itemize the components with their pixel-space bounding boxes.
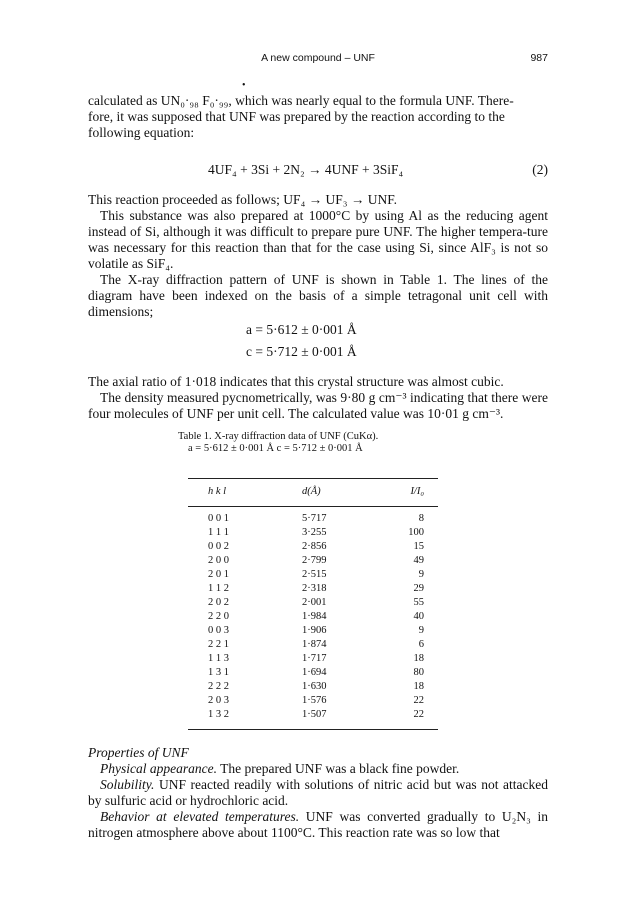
cell-hkl: 1 1 1 xyxy=(208,527,229,538)
table-row xyxy=(188,611,438,623)
paragraph-2 xyxy=(88,192,548,208)
behavior-paragraph xyxy=(88,809,548,841)
running-head xyxy=(88,52,548,68)
cell-hkl: 0 0 3 xyxy=(208,625,229,636)
cell-d: 2·515 xyxy=(302,569,327,580)
p5-text: The axial ratio of 1·018 indicates that this crystal structure was almost cubic. xyxy=(88,374,504,389)
solubility-label: Solubility. xyxy=(100,777,155,792)
equation-2 xyxy=(88,162,548,180)
cell-intensity: 18 xyxy=(413,681,424,692)
cell-intensity: 100 xyxy=(408,527,424,538)
stray-mark: • xyxy=(242,80,246,91)
table-row xyxy=(188,639,438,651)
cell-d: 1·984 xyxy=(302,611,327,622)
table-top-rule xyxy=(188,478,438,479)
p6-text: The density measured pycnometrically, was 9·80 g cm⁻³ indicating that there were four molecules of UNF per unit cell. The calculated value was 10·01 g cm⁻³. xyxy=(88,390,548,421)
cell-intensity: 9 xyxy=(418,569,424,580)
table-row xyxy=(188,583,438,595)
cell-intensity: 29 xyxy=(413,583,424,594)
caption-line-1: Table 1. X-ray diffraction data of UNF (CuKα). xyxy=(178,431,379,442)
table-row xyxy=(188,667,438,679)
table-header-rule xyxy=(188,506,438,507)
paragraph-3 xyxy=(88,208,548,272)
cell-intensity: 49 xyxy=(413,555,424,566)
behavior-label: Behavior at elevated temperatures. xyxy=(100,809,300,824)
cell-d: 2·799 xyxy=(302,555,327,566)
table-row xyxy=(188,681,438,693)
cell-hkl: 2 0 3 xyxy=(208,695,229,706)
solubility-text: UNF reacted readily with solutions of nitric acid but was not attacked by sulfuric acid or hydrochloric acid. xyxy=(88,777,548,808)
cell-intensity: 80 xyxy=(413,667,424,678)
cell-d: 2·318 xyxy=(302,583,327,594)
cell-d: 2·001 xyxy=(302,597,327,608)
equation-body: 4UF₄ + 3Si + 2N₂ → 4UNF + 3SiF₄ xyxy=(208,162,404,177)
properties-section xyxy=(88,745,548,841)
caption-line-2: a = 5·612 ± 0·001 Å c = 5·712 ± 0·001 Å xyxy=(188,443,363,454)
p1-line2: fore, it was supposed that UNF was prepared by the reaction according to the xyxy=(88,109,505,124)
table-row xyxy=(188,653,438,665)
cell-d: 1·906 xyxy=(302,625,327,636)
table-row xyxy=(188,597,438,609)
cell-d: 2·856 xyxy=(302,541,327,552)
table-row xyxy=(188,541,438,553)
cell-intensity: 18 xyxy=(413,653,424,664)
cell-d: 1·874 xyxy=(302,639,327,650)
table-row xyxy=(188,527,438,539)
cell-d: 3·255 xyxy=(302,527,327,538)
table-row xyxy=(188,709,438,721)
p2-text: This reaction proceeded as follows; UF₄ → UF₃ → UNF. xyxy=(88,192,398,207)
header-intensity: I/I₀ xyxy=(410,486,424,497)
paragraph-1 xyxy=(88,93,548,141)
cell-hkl: 1 1 3 xyxy=(208,653,229,664)
table-bottom-rule xyxy=(188,729,438,730)
table-row xyxy=(188,555,438,567)
cell-intensity: 6 xyxy=(418,639,424,650)
table-row xyxy=(188,625,438,637)
page-number: 987 xyxy=(530,52,548,64)
cell-intensity: 8 xyxy=(418,513,424,524)
table-caption xyxy=(178,431,378,455)
cell-intensity: 40 xyxy=(413,611,424,622)
cell-hkl: 2 0 0 xyxy=(208,555,229,566)
equation-number: (2) xyxy=(532,162,548,177)
physical-paragraph xyxy=(88,761,548,777)
cell-d: 1·694 xyxy=(302,667,327,678)
lattice-c: c = 5·712 ± 0·001 Å xyxy=(246,344,357,359)
physical-text: The prepared UNF was a black fine powder. xyxy=(216,761,460,776)
cell-d: 1·717 xyxy=(302,653,327,664)
cell-d: 5·717 xyxy=(302,513,327,524)
properties-heading: Properties of UNF xyxy=(88,745,189,760)
paragraph-4 xyxy=(88,272,548,320)
cell-hkl: 0 0 2 xyxy=(208,541,229,552)
cell-hkl: 2 0 1 xyxy=(208,569,229,580)
table-row xyxy=(188,695,438,707)
cell-hkl: 2 2 0 xyxy=(208,611,229,622)
cell-hkl: 2 2 2 xyxy=(208,681,229,692)
table-header-row xyxy=(188,486,438,498)
cell-intensity: 22 xyxy=(413,695,424,706)
p4-text: The X-ray diffraction pattern of UNF is shown in Table 1. The lines of the diagram have been indexed on the basis of a simple tetragonal unit cell with dimensions; xyxy=(88,272,548,319)
p1-line3: following equation: xyxy=(88,125,195,140)
cell-hkl: 0 0 1 xyxy=(208,513,229,524)
header-hkl: h k l xyxy=(208,486,227,497)
cell-d: 1·507 xyxy=(302,709,327,720)
cell-intensity: 22 xyxy=(413,709,424,720)
solubility-paragraph xyxy=(88,777,548,809)
cell-hkl: 2 0 2 xyxy=(208,597,229,608)
cell-hkl: 1 3 2 xyxy=(208,709,229,720)
cell-intensity: 9 xyxy=(418,625,424,636)
cell-intensity: 55 xyxy=(413,597,424,608)
p3-text: This substance was also prepared at 1000°C by using Al as the reducing agent instead of Si, although it was difficult to prepare pure UNF. The higher tempera-ture was necessary for this reaction than that for the case using Si, since AlF₃ is not so volatile as SiF₄. xyxy=(88,208,548,271)
physical-label: Physical appearance. xyxy=(100,761,217,776)
table-row xyxy=(188,569,438,581)
behavior-text: UNF was converted gradually to U₂N₃ in nitrogen atmosphere above about 1100°C. This reaction rate was so low that xyxy=(88,809,548,840)
header-d: d(Å) xyxy=(302,486,321,497)
cell-hkl: 2 2 1 xyxy=(208,639,229,650)
p1-line1: calculated as UN₀·₉₈ F₀·₉₉, which was nearly equal to the formula UNF. There- xyxy=(88,93,514,108)
cell-intensity: 15 xyxy=(413,541,424,552)
table-row xyxy=(188,513,438,525)
paragraph-5 xyxy=(88,374,548,422)
cell-d: 1·630 xyxy=(302,681,327,692)
cell-hkl: 1 3 1 xyxy=(208,667,229,678)
cell-d: 1·576 xyxy=(302,695,327,706)
cell-hkl: 1 1 2 xyxy=(208,583,229,594)
running-title: A new compound – UNF xyxy=(261,52,375,64)
lattice-a: a = 5·612 ± 0·001 Å xyxy=(246,322,357,337)
